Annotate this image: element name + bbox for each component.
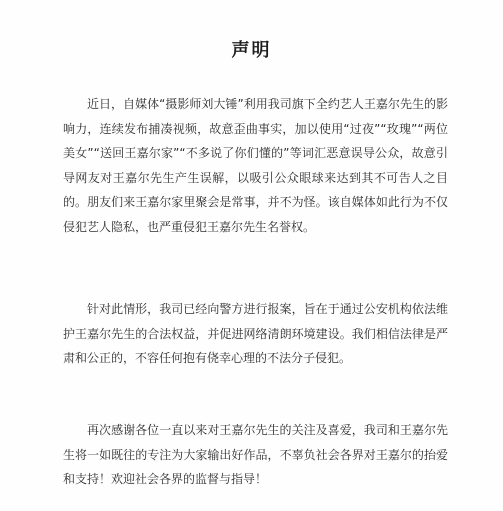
paragraph-thanks: 再次感谢各位一直以来对王嘉尔先生的关注及喜爱，我司和王嘉尔先生将一如既往的专注为大家输出好作品，不辜负社会各界对王嘉尔的抬爱和支持！欢迎社会各界的监督与指导！ [63,423,448,487]
document-title: 声明 [231,40,272,61]
paragraph-incident: 近日，自媒体“摄影师刘大锤”利用我司旗下全约艺人王嘉尔先生的影响力，连续发布捕凑视频，故意歪曲事实，加以使用“过夜”“玫瑰”“两位美女”“送回王嘉尔家”“不多说了你们懂的”等词汇恶意误导公众，故意引导网友对王嘉尔先生产生误解，以吸引公众眼球来达到其不可告人之目的。朋友们来王嘉尔家里聚会是常事，并不为怪。该自媒体如此行为不仅侵犯艺人隐私，也严重侵犯王嘉尔先生名誉权。 [63,97,448,234]
paragraph-police-report: 针对此情形，我司已经向警方进行报案，旨在于通过公安机构依法维护王嘉尔先生的合法权益，并促进网络清朗环境建设。我们相信法律是严肃和公正的，不容任何抱有侥幸心理的不法分子侵犯。 [63,302,448,366]
